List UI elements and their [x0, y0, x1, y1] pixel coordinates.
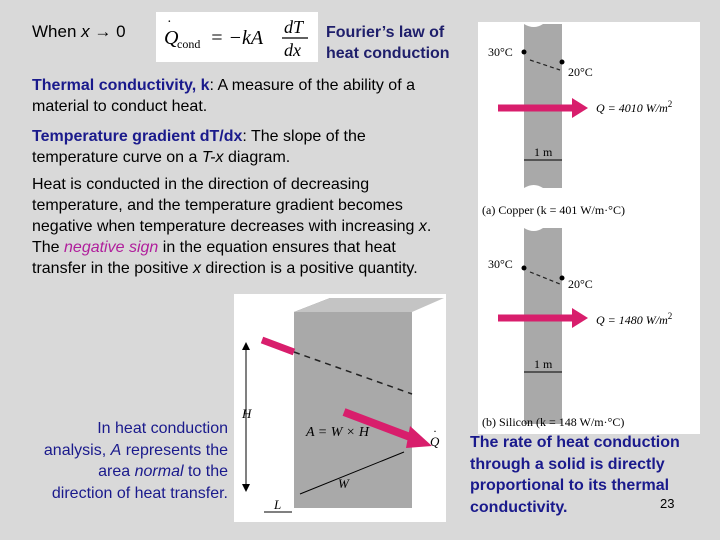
area-equation: A = W × H: [306, 425, 369, 440]
conductivity-comparison-figure: [478, 22, 700, 434]
dim-h: H: [242, 406, 252, 421]
eq-dx: dx: [284, 40, 301, 60]
copper-length: 1 m: [534, 145, 553, 159]
silicon-caption: (b) Silicon (k = 148 W/m·°C): [482, 415, 625, 429]
svg-text:·: ·: [167, 15, 172, 30]
page-number: 23: [660, 496, 675, 511]
dim-w: W: [338, 476, 349, 491]
caption-rate-conduction: The rate of heat conduction through a solid is directly proportional to its thermal conductivity.: [470, 434, 680, 516]
svg-text:·: ·: [433, 424, 437, 438]
paragraph-thermal-conductivity: Thermal conductivity, k: A measure of the ability of a material to conduct heat.: [32, 77, 415, 115]
law-title: Fourier’s law of heat conduction: [326, 24, 450, 62]
paragraph-direction: Heat is conducted in the direction of decreasing temperature, and the temperature gradient becomes negative when temperature decreases with increasing x. The negative sign in the equation ensures that heat transfer in the positive x direction is a positive quantity.: [32, 176, 432, 277]
silicon-t-hot: 30°C: [488, 257, 513, 271]
wall-qdot: Q: [430, 434, 440, 449]
copper-t-cold: 20°C: [568, 65, 593, 79]
eq-q: Q: [164, 27, 179, 49]
when-label: When x → 0: [32, 22, 126, 41]
copper-t-hot: 30°C: [488, 45, 513, 59]
eq-dT: dT: [284, 17, 304, 37]
silicon-t-cold: 20°C: [568, 277, 593, 291]
copper-q: Q = 4010 $W/m^2$: [596, 99, 673, 115]
caption-area-normal: In heat conduction analysis, A represents the area normal to the direction of heat transfer.: [43, 420, 228, 502]
paragraph-temperature-gradient: Temperature gradient dT/dx: The slope of the temperature curve on a T-x diagram.: [32, 128, 366, 166]
dim-l: L: [274, 497, 282, 512]
eq-rhs: = −kA: [210, 27, 264, 49]
eq-sub: cond: [177, 37, 201, 51]
silicon-length: 1 m: [534, 357, 553, 371]
wall-area-figure: [234, 294, 446, 522]
copper-caption: (a) Copper (k = 401 W/m·°C): [482, 203, 625, 217]
fourier-equation: [156, 12, 318, 62]
silicon-q: Q = 1480 $W/m^2$: [596, 311, 673, 327]
